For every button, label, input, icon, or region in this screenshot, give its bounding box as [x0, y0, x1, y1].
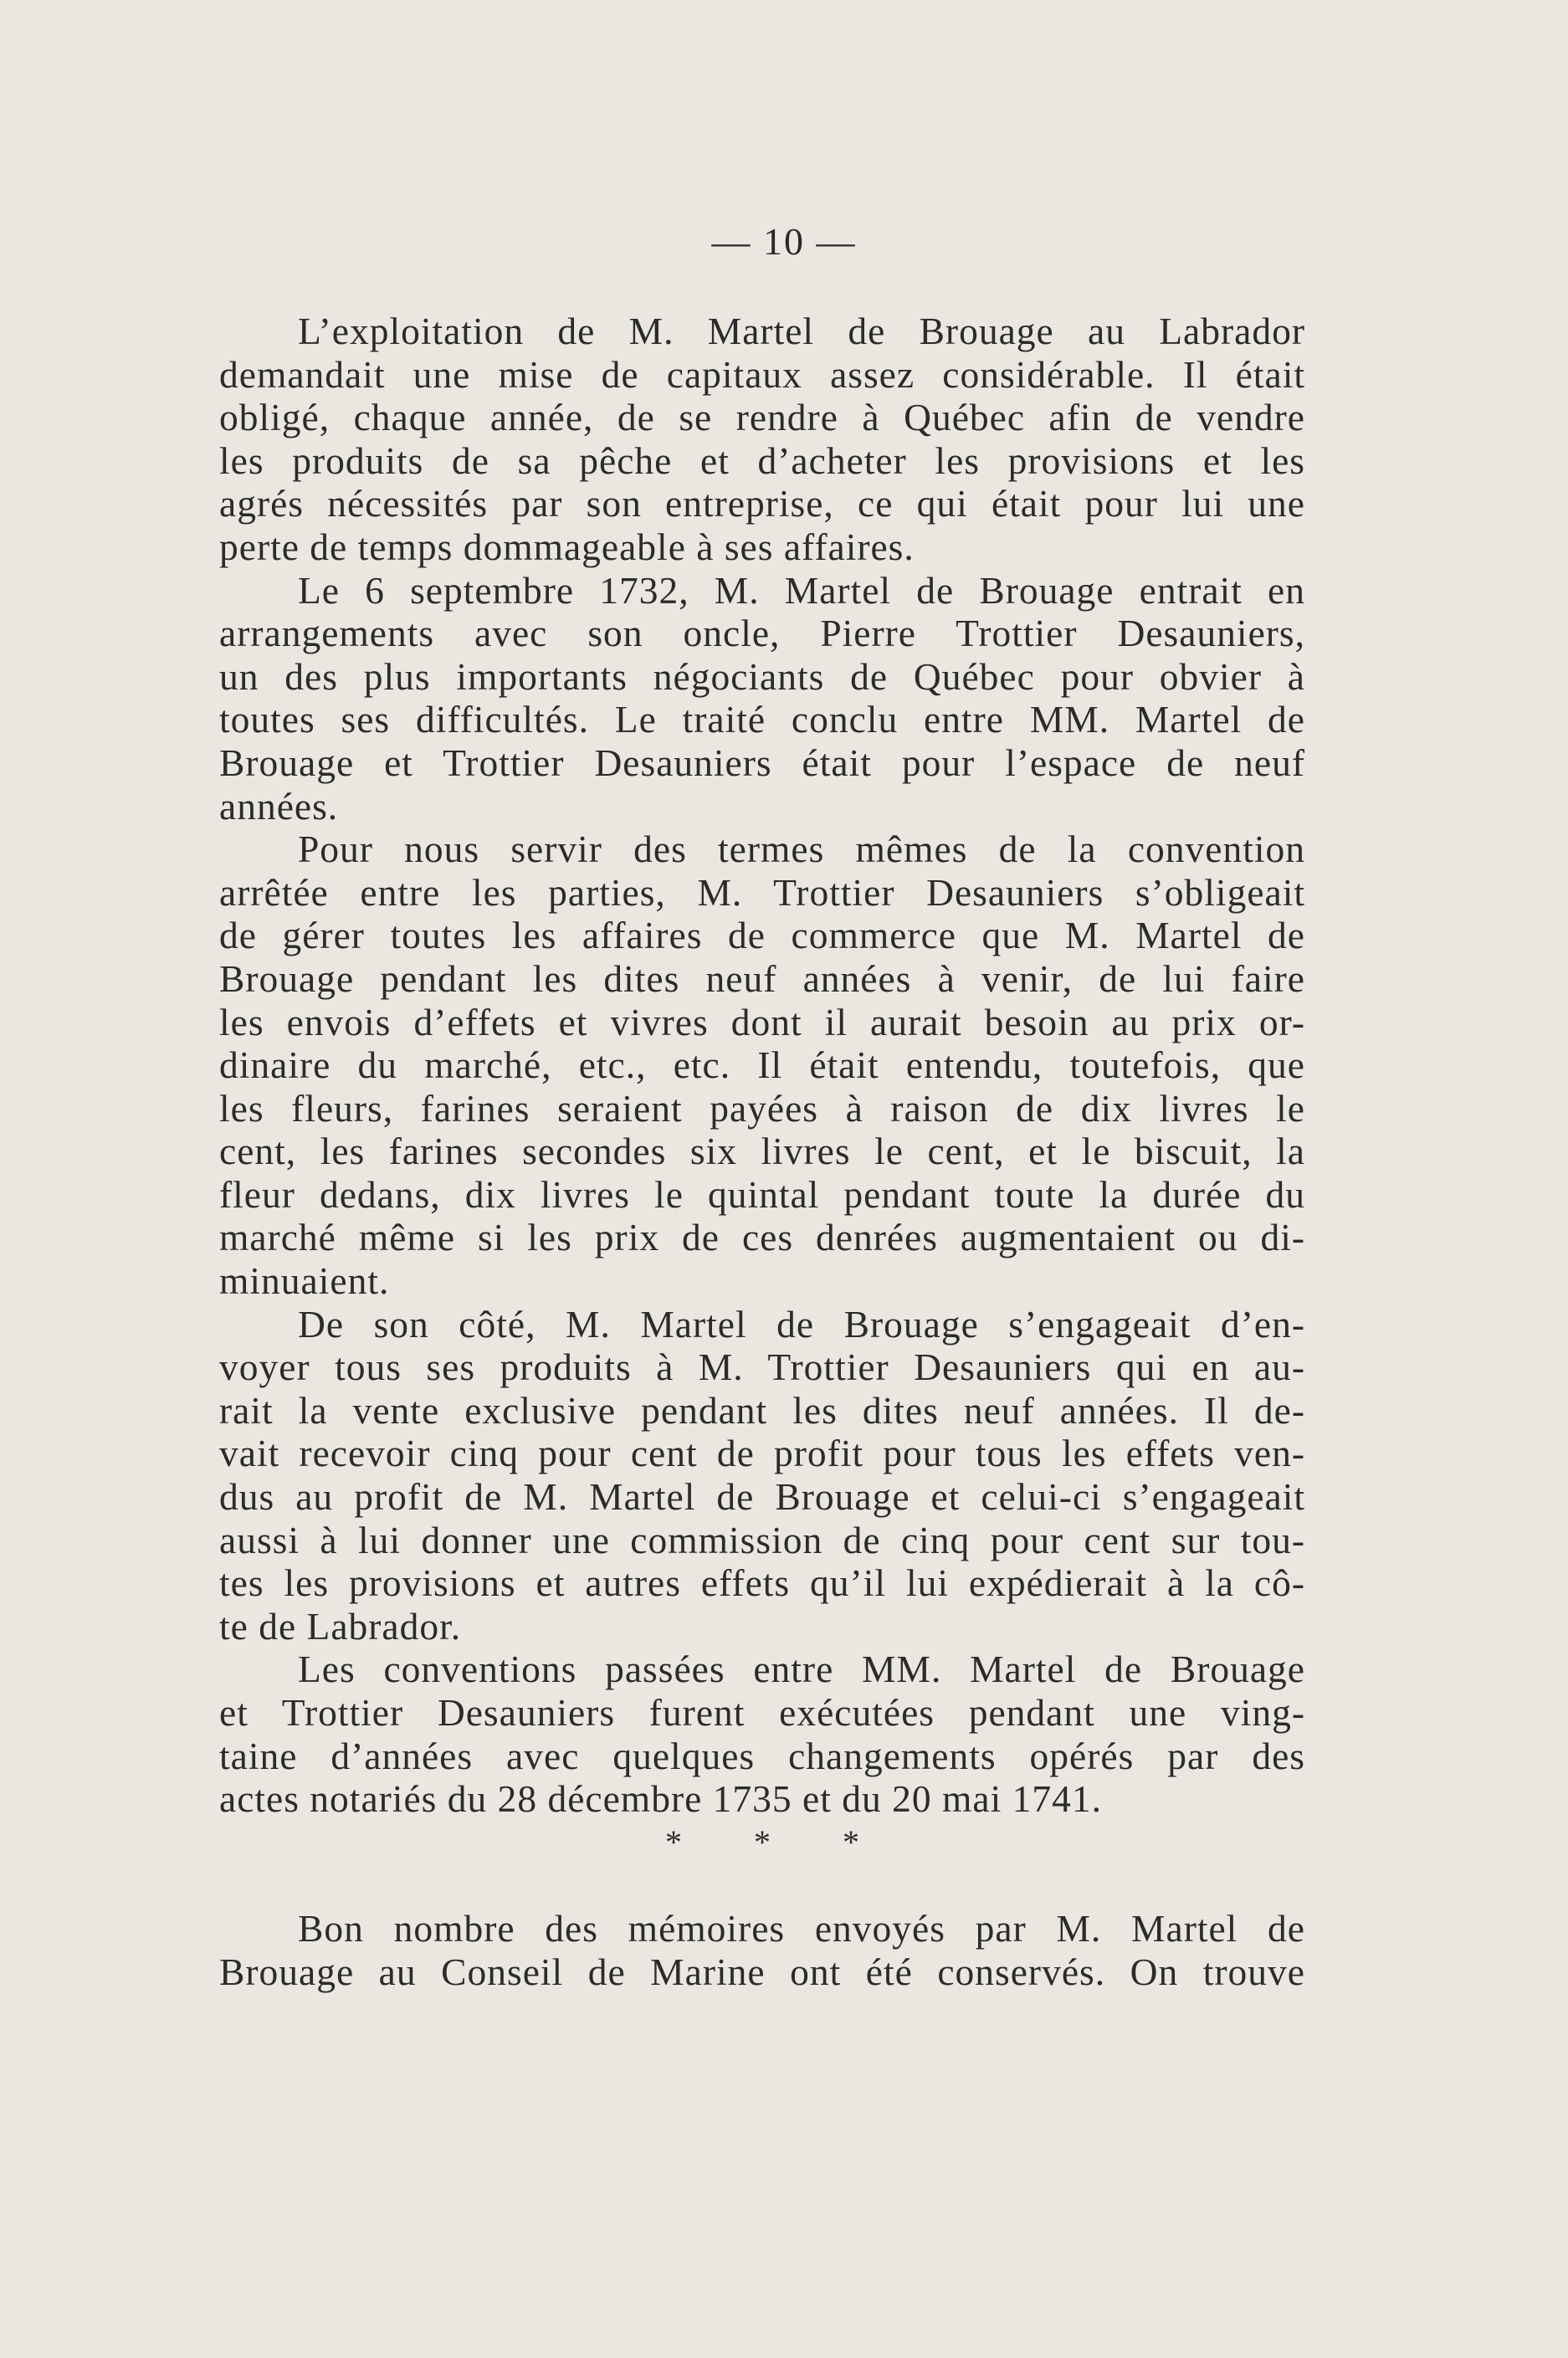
text-line: tes les provisions et autres effets qu’il lui expédierait à la cô-	[219, 1561, 1305, 1605]
text-line: Brouage au Conseil de Marine ont été conservés. On trouve	[219, 1950, 1305, 1993]
text-line: fleur dedans, dix livres le quintal pendant toute la durée du	[219, 1172, 1305, 1216]
text-line: les envois d’effets et vivres dont il aurait besoin au prix or-	[219, 1000, 1305, 1043]
page-number: — 10 —	[711, 220, 857, 263]
text-line: L’exploitation de M. Martel de Brouage au Labrador	[298, 310, 1305, 352]
text-line: arrêtée entre les parties, M. Trottier Desauniers s’obligeait	[219, 870, 1305, 914]
text-line: dinaire du marché, etc., etc. Il était entendu, toutefois, que	[219, 1043, 1305, 1087]
text-line: Les conventions passées entre MM. Martel de Brouage	[298, 1648, 1305, 1691]
text-line: cent, les farines secondes six livres le cent, et le biscuit, la	[219, 1130, 1305, 1173]
text-line: Pour nous servir des termes mêmes de la convention	[298, 828, 1305, 871]
section-separator: * * *	[665, 1822, 891, 1861]
text-line: perte de temps dommageable à ses affaires.	[219, 525, 915, 568]
text-line: de gérer toutes les affaires de commerce que M. Martel de	[219, 914, 1305, 957]
text-line: vait recevoir cinq pour cent de profit pour tous les effets ven-	[219, 1432, 1305, 1475]
text-line: Brouage pendant les dites neuf années à venir, de lui faire	[219, 956, 1305, 1000]
text-line: voyer tous ses produits à M. Trottier Desauniers qui en au-	[219, 1346, 1305, 1389]
text-line: taine d’années avec quelques changements opérés par des	[219, 1734, 1305, 1777]
text-line: Bon nombre des mémoires envoyés par M. Martel de	[298, 1906, 1305, 1950]
blank-line	[219, 1863, 1305, 1907]
text-line: aussi à lui donner une commission de cinq pour cent sur tou-	[219, 1518, 1305, 1561]
text-line: années.	[219, 784, 339, 828]
text-line: marché même si les prix de ces denrées augmentaient ou di-	[219, 1216, 1305, 1259]
text-line: un des plus importants négociants de Québec pour obvier à	[219, 654, 1305, 698]
text-line: demandait une mise de capitaux assez considérable. Il était	[219, 352, 1305, 396]
text-line: les fleurs, farines seraient payées à raison de dix livres le	[219, 1086, 1305, 1130]
text-line: Le 6 septembre 1732, M. Martel de Brouage entrait en	[298, 568, 1305, 612]
text-line: rait la vente exclusive pendant les dites neuf années. Il de-	[219, 1388, 1305, 1432]
text-line: les produits de sa pêche et d’acheter les provisions et les	[219, 438, 1305, 482]
text-line: actes notariés du 28 décembre 1735 et du 20 mai 1741.	[219, 1777, 1102, 1821]
text-line: obligé, chaque année, de se rendre à Québec afin de vendre	[219, 396, 1305, 439]
text-line: toutes ses difficultés. Le traité conclu entre MM. Martel de	[219, 698, 1305, 741]
text-line: arrangements avec son oncle, Pierre Trottier Desauniers,	[219, 612, 1305, 655]
text-line: Brouage et Trottier Desauniers était pour l’espace de neuf	[219, 741, 1305, 784]
text-line: De son côté, M. Martel de Brouage s’engageait d’en-	[298, 1302, 1305, 1346]
text-line: dus au profit de M. Martel de Brouage et celui-ci s’engageait	[219, 1475, 1305, 1519]
text-line: et Trottier Desauniers furent exécutées pendant une ving-	[219, 1691, 1305, 1734]
text-line: agrés nécessités par son entreprise, ce qui était pour lui une	[219, 482, 1305, 525]
body-text	[219, 310, 1305, 1993]
text-line: te de Labrador.	[219, 1604, 462, 1648]
text-line: minuaient.	[219, 1259, 390, 1303]
